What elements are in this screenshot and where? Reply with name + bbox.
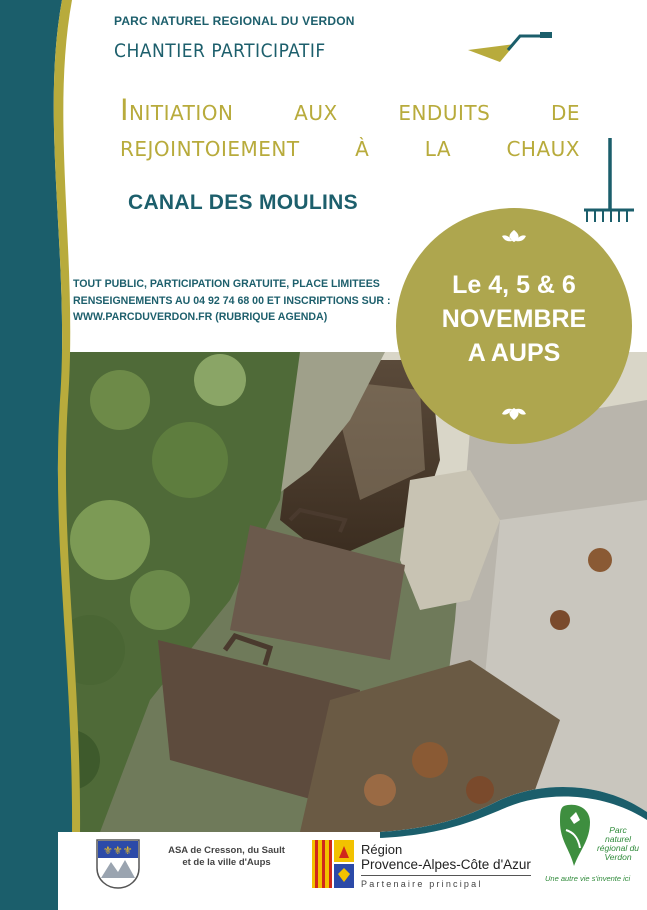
info-line-audience: TOUT PUBLIC, PARTICIPATION GRATUITE, PLACE LIMITEES — [73, 278, 380, 290]
info-line-website[interactable]: WWW.PARCDUVERDON.FR (RUBRIQUE AGENDA) — [73, 311, 328, 323]
park-logo-icon — [556, 800, 596, 870]
park-tagline: Une autre vie s'invente ici — [545, 874, 631, 883]
event-title-line-1: Initiation aux enduits de — [120, 93, 580, 127]
park-logo-label: Parc naturel régional du Verdon — [596, 825, 640, 862]
coat-of-arms-icon — [95, 838, 141, 890]
leaf-ornament-icon — [499, 406, 529, 422]
rake-icon — [584, 138, 634, 222]
info-block — [73, 276, 403, 326]
leaf-ornament-icon — [499, 228, 529, 244]
event-kicker: CHANTIER PARTICIPATIF — [114, 40, 326, 62]
trowel-icon — [468, 32, 552, 62]
date-month: NOVEMBRE — [441, 305, 587, 333]
date-place: A AUPS — [467, 339, 561, 367]
region-partner-block — [361, 842, 531, 892]
organization-name: PARC NATUREL REGIONAL DU VERDON — [114, 14, 355, 28]
region-flag-icon — [312, 840, 354, 888]
region-name: Région — [361, 842, 403, 857]
asa-partner-label: ASA de Cresson, du Sault et de la ville d'Aups — [168, 845, 285, 868]
info-line-contact: RENSEIGNEMENTS AU 04 92 74 68 00 ET INSCRIPTIONS SUR : — [73, 294, 391, 307]
region-full-name: Provence-Alpes-Côte d'Azur — [361, 857, 531, 872]
event-title-line-2: rejointoiement à la chaux — [120, 129, 580, 163]
event-title — [120, 92, 580, 164]
event-location-subtitle: CANAL DES MOULINS — [128, 191, 358, 214]
svg-text:⚜⚜⚜: ⚜⚜⚜ — [103, 844, 133, 857]
date-days: Le 4, 5 & 6 — [452, 271, 576, 299]
region-role: Partenaire principal — [361, 875, 531, 892]
date-badge — [396, 208, 632, 444]
date-text — [396, 268, 632, 370]
